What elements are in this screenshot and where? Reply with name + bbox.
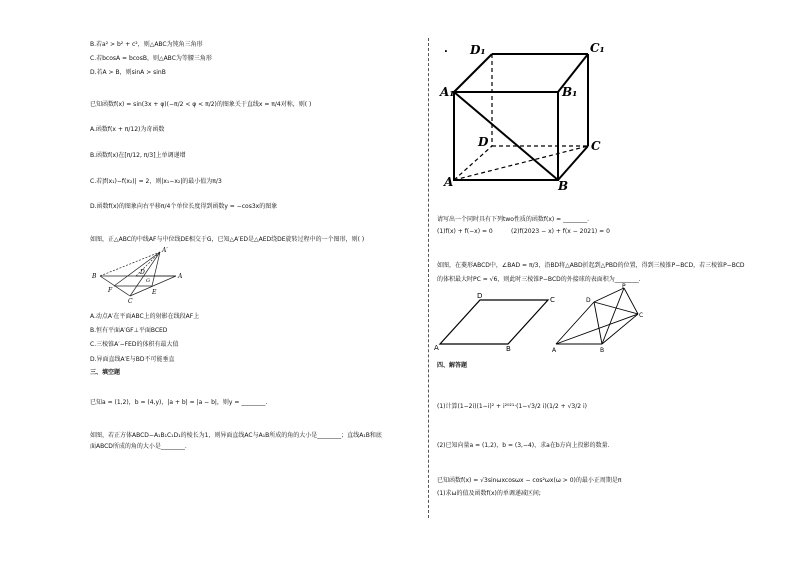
section-answer: 四、解答题 [437, 362, 468, 369]
question-trig: 已知函数f(x) = √3sinωxcosωx − cos²ωx(ω > 0)的最小正周期是π [437, 477, 622, 484]
fn-option-b: B.函数f(x)在[π/12, π/3]上单调递增 [90, 152, 186, 159]
tetra-label-a: A [552, 347, 557, 354]
cube-label-a1: A₁ [440, 85, 455, 99]
fold-label-d: D [140, 269, 145, 276]
question-fold: 如图，正△ABC的中线AF与中位线DE相交于G，已知△A′ED是△AED绕DE旋转过程中的一个图形，则( ) [90, 236, 365, 243]
question-calc: (1)计算(1−2i)(1−i)² + i²⁰²¹·(1−√3/2 i)(1/2 + √3/2 i) [437, 403, 587, 410]
fold-label-a-prime: A′ [162, 247, 168, 254]
rhombus-figure [434, 292, 564, 354]
question-cube-line1: 如图，若正方体ABCD−A₁B₁C₁D₁的棱长为1，则异面直线AC与A₁B所成的角的大小是________；直线A₁B和底 [90, 432, 382, 439]
cube-label-b1: B₁ [562, 85, 578, 99]
tetra-label-b: B [600, 347, 605, 354]
fold-label-e: E [152, 289, 157, 296]
fold-label-b: B [92, 273, 97, 280]
question-write-function: 请写出一个同时具有下列two性质的函数f(x) = ________. [437, 216, 590, 223]
cube-label-d1: D₁ [470, 43, 486, 57]
fold-label-g: G [146, 278, 150, 284]
fold-label-f: F [108, 287, 113, 294]
question-rhombus-line2: 的体积最大时PC = √6，则此时三棱锥P−BCD的外接球的表面积为________. [437, 276, 641, 283]
cube-label-c1: C₁ [590, 41, 605, 55]
fold-option-d: D.异面直线A′E与BD不可能垂直 [90, 356, 175, 363]
cube-label-c: C [591, 139, 601, 153]
cube-figure [440, 40, 610, 192]
section-fill-blank: 三、填空题 [90, 369, 121, 376]
rhombus-label-b: B [506, 345, 511, 353]
question-vector: 已知a = (1,2)，b = (4,y)，|a + b| = |a − b|，则y = ________. [90, 399, 268, 406]
cube-dot: . [444, 44, 448, 55]
question-cube-line2: 面ABCD所成的角的大小是________. [90, 443, 187, 450]
rhombus-label-d: D [477, 292, 483, 300]
rhombus-label-c: C [550, 296, 555, 304]
fold-option-c: C.三棱锥A′−FED的体积有最大值 [90, 341, 179, 348]
cube-label-d: D [478, 135, 489, 149]
condition-1: (1)f(x) + f(−x) = 0 [437, 228, 493, 235]
fold-figure [90, 246, 200, 304]
tetrahedron-figure [548, 282, 644, 354]
option-c: C.若bcosA = bcosB，则△ABC为等腰三角形 [90, 55, 212, 62]
tetra-label-c: C [639, 312, 644, 319]
question-projection: (2)已知向量a = (1,2)，b = (3,−4)，求a在b方向上投影的数量. [437, 442, 610, 449]
question-trig-part1: (1)求ω的值及函数f(x)的单调递减区间; [437, 490, 541, 497]
cube-label-a: A [444, 175, 454, 189]
rhombus-label-a: A [434, 344, 439, 352]
fn-option-a: A.函数f(x + π/12)为奇函数 [90, 126, 165, 133]
fold-label-c: C [128, 298, 133, 305]
condition-2: (2)f(2023 − x) + f(x − 2021) = 0 [511, 228, 610, 235]
fn-option-d: D.函数f(x)的图象向右平移π/4个单位长度得到函数y = −cos3x的图象 [90, 203, 278, 210]
fold-option-a: A.动点A′在平面ABC上的射影在线段AF上 [90, 313, 200, 320]
option-b: B.若a² > b² + c²，则△ABC为钝角三角形 [90, 41, 203, 48]
option-d: D.若A > B，则sinA > sinB [90, 69, 166, 76]
fn-option-c: C.若|f(x₁)−f(x₂)| = 2，则|x₁−x₂|的最小值为π/3 [90, 178, 222, 185]
fold-label-a: A [178, 273, 183, 280]
tetra-label-d: D [586, 297, 591, 304]
question-rhombus-line1: 如图，在菱形ABCD中，∠BAD = π/3，沿BD将△ABD折起到△PBD的位置，得到三棱锥P−BCD，若三棱锥P−BCD [437, 262, 745, 269]
fold-option-b: B.恒有平面A′GF⊥平面BCED [90, 327, 168, 334]
column-divider [428, 38, 429, 518]
tetra-label-p: P [622, 283, 626, 290]
cube-label-b: B [558, 179, 569, 193]
question-function: 已知函数f(x) = sin(3x + φ)(−π/2 < φ < π/2)的图象关于直线x = π/4对称，则( ) [90, 101, 312, 108]
